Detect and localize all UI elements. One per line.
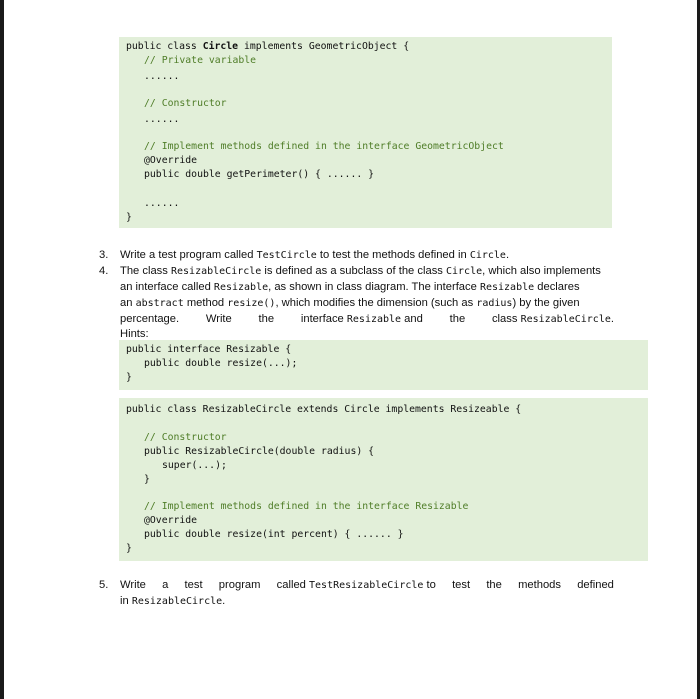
list-number: 4. — [99, 265, 109, 277]
text: percentage. — [120, 313, 180, 325]
inline-code: radius — [476, 298, 513, 309]
code-brace: } — [144, 474, 150, 485]
code-method: public double resize(int percent) { ...... } — [144, 529, 404, 540]
text: class — [491, 313, 521, 325]
inline-code: Resizable — [479, 282, 535, 293]
code-line: public double resize(...); — [144, 358, 298, 369]
list-item-4-line-3 — [120, 295, 614, 312]
list-item-4-line-2 — [120, 279, 614, 296]
code-text: public class — [126, 41, 203, 52]
text: . — [222, 595, 226, 607]
text: is defined as a subclass of the class — [261, 265, 446, 277]
list-item-5-line-2 — [120, 593, 225, 610]
hints-label: Hints: — [120, 328, 149, 340]
page-left-border — [0, 0, 4, 699]
text: to — [423, 579, 436, 591]
list-item-3 — [120, 247, 509, 264]
text: Write — [205, 313, 232, 325]
text: method — [183, 297, 228, 309]
resizable-circle-code-block — [119, 398, 648, 561]
list-number: 5. — [99, 579, 109, 591]
code-brace: } — [126, 543, 132, 554]
text: The class — [120, 265, 171, 277]
text: the — [449, 313, 466, 325]
code-text: implements GeometricObject { — [238, 41, 410, 52]
text: test — [184, 579, 203, 591]
text: called — [276, 579, 310, 591]
text: , which also implements — [482, 265, 601, 277]
text: to test the methods defined in — [316, 249, 470, 261]
inline-code: abstract — [135, 298, 184, 309]
code-annotation: @Override — [144, 515, 198, 526]
circle-class-code-block — [119, 37, 612, 228]
code-line: public class ResizableCircle extends Circle implements Resizeable { — [126, 404, 522, 415]
code-line: public interface Resizable { — [126, 344, 292, 355]
inline-code: Circle — [446, 266, 483, 277]
inline-code: ResizableCircle — [131, 596, 223, 607]
code-comment: // Implement methods defined in the interface Resizable — [144, 501, 469, 512]
code-ellipsis: ...... — [144, 114, 180, 125]
code-ellipsis: ...... — [144, 198, 180, 209]
inline-code: resize() — [227, 298, 276, 309]
code-line — [126, 40, 409, 54]
text: defined — [577, 579, 614, 591]
inline-code: Resizable — [346, 314, 402, 325]
text: program — [218, 579, 261, 591]
text: , as shown in class diagram. The interface — [268, 281, 480, 293]
code-line: super(...); — [162, 460, 227, 471]
text: . — [610, 313, 614, 325]
code-line: public ResizableCircle(double radius) { — [144, 446, 375, 457]
text: . — [505, 249, 510, 261]
code-brace: } — [126, 372, 132, 383]
list-item-4-line-1 — [120, 263, 614, 280]
text: in — [120, 595, 132, 607]
text: Write a test program called — [120, 249, 257, 261]
text: declares — [534, 281, 580, 293]
text: the — [258, 313, 275, 325]
code-comment: // Implement methods defined in the interface GeometricObject — [144, 141, 504, 152]
inline-code: ResizableCircle — [520, 314, 611, 325]
inline-code: Resizable — [213, 282, 269, 293]
inline-code: TestResizableCircle — [309, 580, 424, 591]
code-ellipsis: ...... — [144, 71, 180, 82]
list-number: 3. — [99, 249, 109, 261]
text: , which modifies the dimension (such as — [275, 297, 477, 309]
resizable-interface-code-block — [119, 340, 648, 390]
text: the — [486, 579, 502, 591]
text: methods — [518, 579, 561, 591]
code-annotation: @Override — [144, 155, 198, 166]
inline-code: TestCircle — [256, 250, 317, 261]
code-comment: // Constructor — [144, 98, 227, 109]
code-method: public double getPerimeter() { ...... } — [144, 169, 375, 180]
inline-code: Circle — [469, 250, 506, 261]
list-item-5-line-1 — [120, 577, 614, 594]
text: test — [452, 579, 471, 591]
list-item-4-line-4 — [120, 311, 614, 328]
code-comment: // Private variable — [144, 55, 257, 66]
code-brace: } — [126, 212, 132, 223]
class-name: Circle — [202, 41, 239, 52]
text: a — [162, 579, 169, 591]
text: interface — [300, 313, 347, 325]
text: Write — [120, 579, 146, 591]
text: and — [401, 313, 423, 325]
code-comment: // Constructor — [144, 432, 227, 443]
text: an interface called — [120, 281, 214, 293]
text: ) by the given — [512, 297, 580, 309]
text: an — [120, 297, 136, 309]
inline-code: ResizableCircle — [170, 266, 262, 277]
